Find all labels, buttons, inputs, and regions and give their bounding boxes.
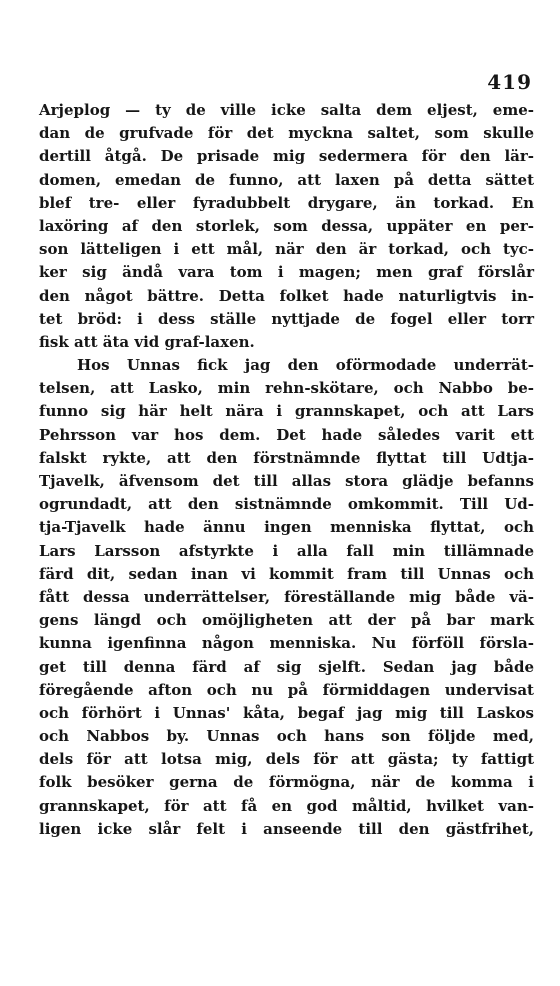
text-line: folk besöker gerna de förmögna, när de komma i <box>39 773 534 792</box>
text-line: Tjavelk, äfvensom det till allas stora glädje befanns <box>39 472 534 490</box>
text-line: dertill åtgå. De prisade mig sedermera för den lär- <box>39 147 534 166</box>
text-line: get till denna färd af sig sjelft. Sedan jag både <box>39 657 534 676</box>
text-line: Lars Larsson afstyrkte i alla fall min tillämnade <box>39 541 534 560</box>
text-line: gens längd och omöjligheten att der på bar mark <box>39 611 534 630</box>
text-line: Arjeplog — ty de ville icke salta dem eljest, eme- <box>39 101 534 119</box>
text-line: färd dit, sedan inan vi kommit fram till Unnas och <box>39 564 534 583</box>
text-line: blef tre- eller fyradubbelt drygare, än torkad. En <box>39 193 534 212</box>
text-line: föregående afton och nu på förmiddagen undervisat <box>39 680 534 699</box>
text-line: dan de grufvade för det myckna saltet, som skulle <box>39 124 534 143</box>
text-line: falskt rykte, att den förstnämnde flyttat till Udtja- <box>39 448 534 467</box>
text-line: tet bröd: i dess ställe nyttjade de fogel eller torr <box>39 309 534 328</box>
text-line: Pehrsson var hos dem. Det hade således varit ett <box>39 425 534 444</box>
text-line: Hos Unnas fick jag den oförmodade underrät- <box>77 356 534 375</box>
text-line: ligen icke slår felt i anseende till den gästfrihet, <box>39 819 534 838</box>
text-line: grannskapet, för att få en god måltid, hvilket van- <box>39 796 534 815</box>
body-text <box>39 99 534 841</box>
text-line: den något bättre. Detta folket hade naturligtvis in- <box>39 286 534 305</box>
text-line: ker sig ändå vara tom i magen; men graf förslår <box>39 263 534 282</box>
text-line: fisk att äta vid graf-laxen. <box>39 332 255 351</box>
text-line: telsen, att Lasko, min rehn-skötare, och Nabbo be- <box>39 379 534 398</box>
text-line: kunna igenfinna någon menniska. Nu förföll försla- <box>39 634 534 653</box>
text-line: dels för att lotsa mig, dels för att gästa; ty fattigt <box>39 750 534 769</box>
text-line: laxöring af den storlek, som dessa, uppäter en per- <box>39 216 534 235</box>
text-line: ogrundadt, att den sistnämnde omkommit. Till Ud- <box>39 495 534 514</box>
text-line: och förhört i Unnas' kåta, begaf jag mig till Laskos <box>39 703 534 722</box>
text-line: och Nabbos by. Unnas och hans son följde med, <box>39 727 534 746</box>
page-number: 419 <box>487 70 532 94</box>
text-line: tja-Tjavelk hade ännu ingen menniska flyttat, och <box>39 518 534 537</box>
text-line: domen, emedan de funno, att laxen på detta sättet <box>39 170 534 189</box>
text-line: funno sig här helt nära i grannskapet, och att Lars <box>39 402 534 421</box>
text-line: son lätteligen i ett mål, när den är torkad, och tyc- <box>39 240 534 259</box>
text-line: fått dessa underrättelser, föreställande mig både vä- <box>39 587 534 606</box>
